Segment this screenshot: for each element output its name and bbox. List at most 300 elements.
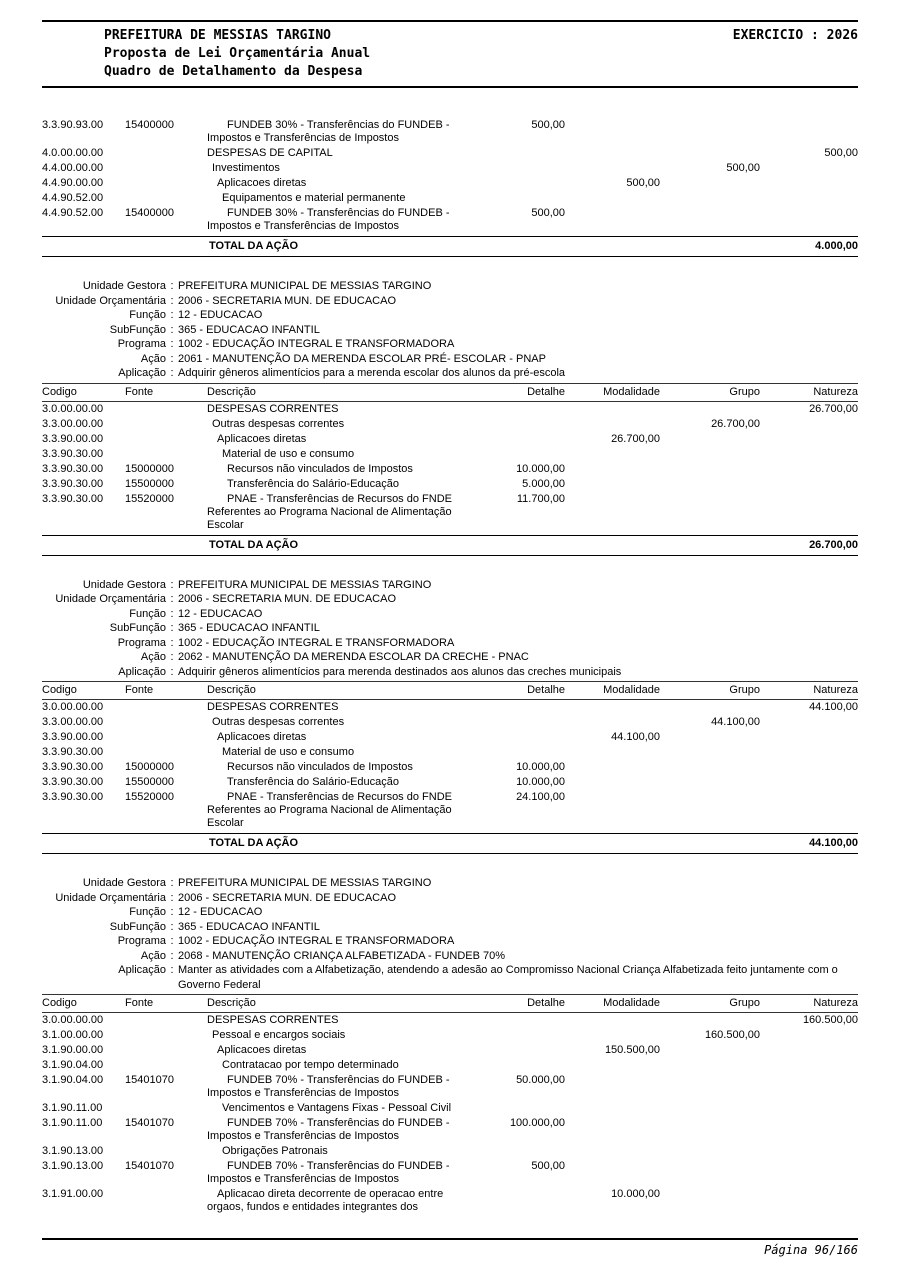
col-header-natureza: Natureza <box>813 385 858 398</box>
cell-modalidade <box>565 716 660 729</box>
info-row <box>42 876 858 891</box>
descricao-line: Impostos e Transferências de Impostos <box>207 1130 399 1142</box>
descricao-line: Escolar <box>207 518 244 531</box>
descricao-line: Pessoal e encargos sociais <box>212 1029 346 1041</box>
table-row <box>42 1144 858 1159</box>
descricao-line: Outras despesas correntes <box>212 417 345 430</box>
info-colon: : <box>170 338 174 350</box>
cell-descricao <box>205 716 475 729</box>
cell-descricao <box>205 1160 475 1186</box>
cell-descricao <box>205 478 475 491</box>
info-colon: : <box>170 280 174 292</box>
cell-detalhe <box>475 192 565 205</box>
total-spacer-codigo <box>42 539 125 552</box>
table-row <box>42 432 858 447</box>
total-spacer-detalhe <box>475 240 565 253</box>
exercise-label: EXERCICIO : 2026 <box>732 28 858 43</box>
cell-fonte <box>125 418 205 431</box>
info-colon: : <box>170 636 174 649</box>
cell-natureza <box>760 448 858 461</box>
col-header-fonte: Fonte <box>125 997 154 1009</box>
info-colon: : <box>170 935 174 947</box>
descricao-line: Aplicacao direta decorrente de operacao entre <box>217 1188 444 1200</box>
col-header-codigo: Codigo <box>42 997 77 1009</box>
cell-descricao <box>205 731 475 744</box>
col-header-detalhe: Detalhe <box>527 385 565 398</box>
info-row <box>42 621 858 636</box>
info-value: 12 - EDUCACAO <box>178 309 263 321</box>
cell-modalidade <box>565 162 660 175</box>
cell-fonte: 15000000 <box>125 761 174 773</box>
cell-natureza <box>760 433 858 446</box>
total-spacer-modalidade <box>565 240 660 253</box>
info-colon: : <box>170 323 174 336</box>
info-value: 1002 - EDUCAÇÃO INTEGRAL E TRANSFORMADORA <box>178 935 455 947</box>
cell-grupo <box>660 463 760 476</box>
info-row <box>42 366 858 381</box>
descricao-line: Material de uso e consumo <box>222 447 355 460</box>
cell-detalhe: 500,00 <box>531 119 565 131</box>
total-spacer-grupo <box>660 539 760 552</box>
table-row <box>42 191 858 206</box>
cell-codigo: 3.0.00.00.00 <box>42 1014 104 1026</box>
descricao-line: Impostos e Transferências de Impostos <box>207 1087 399 1099</box>
descricao-line: Impostos e Transferências de Impostos <box>207 1173 399 1185</box>
info-label: Ação <box>140 949 166 962</box>
cell-grupo <box>660 433 760 446</box>
descricao-line: FUNDEB 70% - Transferências do FUNDEB - <box>227 1160 450 1172</box>
cell-detalhe <box>475 1145 565 1158</box>
cell-modalidade <box>565 448 660 461</box>
table-row <box>42 206 858 234</box>
descricao-line: Investimentos <box>212 162 280 174</box>
cell-modalidade: 150.500,00 <box>604 1044 660 1056</box>
info-label: Aplicação <box>118 367 166 379</box>
cell-descricao <box>205 1117 475 1143</box>
table-row <box>42 1101 858 1116</box>
descricao-line: Impostos e Transferências de Impostos <box>207 132 399 144</box>
info-value: 365 - EDUCACAO INFANTIL <box>178 323 320 336</box>
info-value: Adquirir gêneros alimentícios para merenda destinados aos alunos das creches municipais <box>178 665 622 678</box>
cell-descricao <box>205 448 475 461</box>
cell-detalhe <box>475 418 565 431</box>
cell-codigo: 3.3.90.30.00 <box>42 477 104 490</box>
total-spacer-grupo <box>660 837 760 850</box>
cell-fonte <box>125 1029 205 1042</box>
info-value: Manter as atividades com a Alfabetização, atendendo a adesão ao Compromisso Nacional Criança Alfabetizada feito juntamente com o Governo Federal <box>178 964 838 991</box>
cell-codigo: 3.3.90.30.00 <box>42 776 104 788</box>
table-row <box>42 447 858 462</box>
doc-subtitle-quadro: Quadro de Detalhamento da Despesa <box>104 64 363 79</box>
cell-natureza <box>760 1029 858 1042</box>
cell-grupo <box>660 1102 760 1115</box>
info-row <box>42 920 858 935</box>
table-row <box>42 176 858 191</box>
expense-section <box>42 279 858 556</box>
info-label: Função <box>129 607 166 620</box>
cell-grupo: 44.100,00 <box>711 716 760 728</box>
section-info <box>42 578 858 680</box>
cell-grupo <box>660 1044 760 1057</box>
table-row <box>42 1058 858 1073</box>
cell-detalhe <box>475 1102 565 1115</box>
descricao-line: Transferência do Salário-Educação <box>227 477 400 490</box>
info-colon: : <box>170 891 174 904</box>
cell-detalhe: 500,00 <box>531 1160 565 1172</box>
info-colon: : <box>170 593 174 605</box>
table-row <box>42 700 858 715</box>
cell-modalidade <box>565 1074 660 1100</box>
info-label: Unidade Orçamentária <box>55 294 166 307</box>
table-row <box>42 790 858 831</box>
cell-codigo: 3.3.90.30.00 <box>42 447 104 460</box>
cell-grupo <box>660 1014 760 1027</box>
info-row <box>42 279 858 294</box>
col-header-fonte: Fonte <box>125 684 154 696</box>
cell-codigo: 3.1.91.00.00 <box>42 1188 104 1200</box>
cell-detalhe <box>475 177 565 190</box>
cell-codigo: 3.3.90.30.00 <box>42 791 104 803</box>
cell-detalhe <box>475 746 565 759</box>
cell-descricao <box>205 493 475 532</box>
cell-descricao <box>205 119 475 145</box>
info-value: 365 - EDUCACAO INFANTIL <box>178 622 320 634</box>
col-header-descricao: Descrição <box>207 385 256 398</box>
cell-descricao <box>205 177 475 190</box>
table-row <box>42 775 858 790</box>
info-row <box>42 294 858 309</box>
descricao-line: Aplicacoes diretas <box>217 1044 307 1056</box>
cell-descricao <box>205 463 475 476</box>
cell-modalidade <box>565 403 660 416</box>
cell-grupo <box>660 1059 760 1072</box>
cell-modalidade <box>565 1029 660 1042</box>
cell-natureza <box>760 1074 858 1100</box>
cell-natureza <box>760 478 858 491</box>
cell-detalhe: 50.000,00 <box>516 1074 565 1086</box>
cell-modalidade <box>565 746 660 759</box>
info-colon: : <box>170 920 174 933</box>
cell-natureza <box>760 791 858 830</box>
descricao-line: Referentes ao Programa Nacional de Alimentação <box>207 505 452 518</box>
info-label: Aplicação <box>118 964 166 976</box>
cell-codigo: 4.4.90.52.00 <box>42 207 104 219</box>
cell-modalidade <box>565 1059 660 1072</box>
cell-detalhe <box>475 1044 565 1057</box>
cell-grupo <box>660 701 760 714</box>
cell-natureza <box>760 418 858 431</box>
cell-codigo: 4.4.90.00.00 <box>42 177 104 189</box>
cell-detalhe: 5.000,00 <box>522 477 565 490</box>
cell-natureza: 44.100,00 <box>809 701 858 713</box>
cell-modalidade <box>565 761 660 774</box>
expense-section <box>42 578 858 855</box>
cell-descricao <box>205 1145 475 1158</box>
info-label: Programa <box>117 935 166 947</box>
cell-fonte: 15400000 <box>125 119 174 131</box>
cell-modalidade <box>565 1117 660 1143</box>
table-row <box>42 730 858 745</box>
cell-descricao <box>205 1188 475 1214</box>
cell-descricao <box>205 776 475 789</box>
info-value: 2006 - SECRETARIA MUN. DE EDUCACAO <box>178 891 397 904</box>
total-spacer-detalhe <box>475 837 565 850</box>
info-row <box>42 607 858 622</box>
total-spacer-detalhe <box>475 539 565 552</box>
descricao-line: Aplicacoes diretas <box>217 731 307 743</box>
cell-fonte: 15401070 <box>125 1160 174 1172</box>
total-spacer-modalidade <box>565 837 660 850</box>
cell-natureza: 160.500,00 <box>802 1014 858 1026</box>
cell-grupo <box>660 207 760 233</box>
cell-natureza <box>760 493 858 532</box>
info-value: Adquirir gêneros alimentícios para a merenda escolar dos alunos da pré-escola <box>178 367 566 379</box>
table-row <box>42 161 858 176</box>
cell-grupo <box>660 776 760 789</box>
cell-grupo <box>660 403 760 416</box>
col-header-fonte: Fonte <box>125 385 154 398</box>
info-label: Unidade Orçamentária <box>55 891 166 904</box>
col-header-codigo: Codigo <box>42 385 77 398</box>
cell-descricao <box>205 207 475 233</box>
info-label: Programa <box>117 338 166 350</box>
cell-descricao <box>205 1059 475 1072</box>
cell-descricao <box>205 147 475 160</box>
cell-fonte <box>125 1014 205 1027</box>
info-row <box>42 650 858 665</box>
info-value: PREFEITURA MUNICIPAL DE MESSIAS TARGINO <box>178 877 432 889</box>
expense-section <box>42 876 858 1215</box>
cell-modalidade <box>565 791 660 830</box>
table-row <box>42 402 858 417</box>
cell-fonte <box>125 177 205 190</box>
cell-modalidade <box>565 1145 660 1158</box>
cell-modalidade <box>565 493 660 532</box>
table-row <box>42 1043 858 1058</box>
cell-descricao <box>205 162 475 175</box>
descricao-line: FUNDEB 30% - Transferências do FUNDEB - <box>227 207 450 219</box>
cell-detalhe: 24.100,00 <box>516 791 565 803</box>
total-spacer-fonte <box>125 539 205 552</box>
col-header-descricao: Descrição <box>207 997 256 1009</box>
header-rule <box>42 86 858 88</box>
descricao-line: Aplicacoes diretas <box>217 432 307 445</box>
cell-fonte <box>125 1059 205 1072</box>
cell-codigo: 3.1.90.13.00 <box>42 1160 104 1172</box>
cell-modalidade <box>565 207 660 233</box>
cell-modalidade <box>565 478 660 491</box>
section-info <box>42 876 858 992</box>
cell-descricao <box>205 1044 475 1057</box>
cell-descricao <box>205 1029 475 1042</box>
descricao-line: Equipamentos e material permanente <box>222 192 406 204</box>
info-value: 2061 - MANUTENÇÃO DA MERENDA ESCOLAR PRÉ- ESCOLAR - PNAP <box>178 352 546 365</box>
info-label: Ação <box>140 352 166 365</box>
cell-detalhe: 10.000,00 <box>516 462 565 475</box>
total-spacer-modalidade <box>565 539 660 552</box>
cell-grupo <box>660 493 760 532</box>
cell-descricao <box>205 791 475 830</box>
total-spacer-codigo <box>42 837 125 850</box>
col-header-detalhe: Detalhe <box>527 684 565 696</box>
cell-grupo <box>660 1188 760 1214</box>
col-header-natureza: Natureza <box>813 997 858 1009</box>
info-row <box>42 592 858 607</box>
info-row <box>42 891 858 906</box>
col-header-grupo: Grupo <box>729 684 760 696</box>
info-value: 2006 - SECRETARIA MUN. DE EDUCACAO <box>178 593 397 605</box>
cell-descricao <box>205 761 475 774</box>
cell-natureza <box>760 1102 858 1115</box>
info-label: Unidade Gestora <box>82 877 166 889</box>
descricao-line: Escolar <box>207 817 244 829</box>
cell-natureza <box>760 177 858 190</box>
cell-codigo: 3.1.00.00.00 <box>42 1029 104 1041</box>
total-spacer-fonte <box>125 240 205 253</box>
info-value: 12 - EDUCACAO <box>178 906 263 918</box>
descricao-line: Recursos não vinculados de Impostos <box>227 761 413 773</box>
table-row <box>42 492 858 533</box>
table-row <box>42 1187 858 1215</box>
info-colon: : <box>170 309 174 321</box>
cell-detalhe <box>475 433 565 446</box>
cell-detalhe <box>475 403 565 416</box>
cell-grupo <box>660 177 760 190</box>
doc-subtitle-proposta: Proposta de Lei Orçamentária Anual <box>104 46 371 61</box>
cell-modalidade: 10.000,00 <box>611 1188 660 1200</box>
cell-codigo: 3.3.90.30.00 <box>42 761 104 773</box>
cell-natureza <box>760 207 858 233</box>
info-label: Função <box>129 906 166 918</box>
section-info <box>42 279 858 381</box>
descricao-line: FUNDEB 30% - Transferências do FUNDEB - <box>227 119 450 131</box>
cell-fonte <box>125 192 205 205</box>
total-spacer-fonte <box>125 837 205 850</box>
cell-codigo: 3.0.00.00.00 <box>42 701 104 713</box>
total-value: 26.700,00 <box>809 538 858 551</box>
cell-grupo <box>660 791 760 830</box>
cell-natureza <box>760 746 858 759</box>
cell-detalhe <box>475 448 565 461</box>
descricao-line: DESPESAS CORRENTES <box>207 701 339 713</box>
cell-natureza <box>760 761 858 774</box>
cell-natureza <box>760 1059 858 1072</box>
info-row <box>42 308 858 323</box>
col-header-descricao: Descrição <box>207 684 256 696</box>
descricao-line: DESPESAS CORRENTES <box>207 1014 339 1026</box>
cell-codigo: 4.0.00.00.00 <box>42 147 104 159</box>
cell-natureza <box>760 192 858 205</box>
descricao-line: PNAE - Transferências de Recursos do FNDE <box>227 791 452 803</box>
table-row <box>42 1028 858 1043</box>
info-label: SubFunção <box>109 323 166 336</box>
cell-fonte: 15520000 <box>125 791 174 803</box>
cell-codigo: 3.1.90.11.00 <box>42 1117 103 1129</box>
cell-detalhe <box>475 1188 565 1214</box>
col-header-codigo: Codigo <box>42 684 77 696</box>
col-header-modalidade: Modalidade <box>603 385 660 398</box>
info-label: Unidade Orçamentária <box>55 593 166 605</box>
cell-fonte <box>125 1145 205 1158</box>
cell-modalidade <box>565 1014 660 1027</box>
cell-fonte: 15401070 <box>125 1074 174 1086</box>
org-title: PREFEITURA DE MESSIAS TARGINO <box>104 28 331 43</box>
descricao-line: Impostos e Transferências de Impostos <box>207 220 399 232</box>
table-header-row <box>42 994 858 1013</box>
cell-detalhe: 100.000,00 <box>509 1117 565 1129</box>
table-header-row <box>42 383 858 402</box>
table-row <box>42 1116 858 1144</box>
col-header-grupo: Grupo <box>729 385 760 398</box>
cell-grupo <box>660 448 760 461</box>
col-header-detalhe: Detalhe <box>527 997 565 1009</box>
cell-natureza <box>760 162 858 175</box>
cell-modalidade <box>565 776 660 789</box>
cell-codigo: 3.0.00.00.00 <box>42 402 104 415</box>
table-row <box>42 417 858 432</box>
descricao-line: Vencimentos e Vantagens Fixas - Pessoal Civil <box>222 1102 452 1114</box>
info-row <box>42 963 858 992</box>
info-colon: : <box>170 622 174 634</box>
cell-descricao <box>205 746 475 759</box>
descricao-line: DESPESAS DE CAPITAL <box>207 147 333 159</box>
table-header-row <box>42 681 858 700</box>
cell-natureza: 500,00 <box>824 147 858 159</box>
expense-section <box>42 118 858 257</box>
cell-fonte <box>125 403 205 416</box>
cell-codigo: 3.3.90.00.00 <box>42 432 104 445</box>
cell-grupo <box>660 147 760 160</box>
info-label: Função <box>129 309 166 321</box>
info-colon: : <box>170 877 174 889</box>
document-header <box>42 22 858 86</box>
page-number: Página 96/166 <box>764 1243 858 1257</box>
cell-fonte: 15520000 <box>125 492 174 505</box>
cell-grupo <box>660 1074 760 1100</box>
header-title-row <box>104 27 858 45</box>
descricao-line: Transferência do Salário-Educação <box>227 776 400 788</box>
cell-natureza <box>760 119 858 145</box>
total-label: TOTAL DA AÇÃO <box>209 837 299 849</box>
cell-descricao <box>205 701 475 714</box>
total-row <box>42 833 858 854</box>
cell-descricao <box>205 418 475 431</box>
cell-modalidade <box>565 1102 660 1115</box>
cell-descricao <box>205 433 475 446</box>
info-label: Ação <box>140 651 166 663</box>
cell-modalidade <box>565 418 660 431</box>
col-header-natureza: Natureza <box>813 684 858 696</box>
cell-detalhe: 10.000,00 <box>516 761 565 773</box>
cell-grupo <box>660 746 760 759</box>
page-footer <box>42 1238 858 1257</box>
cell-grupo <box>660 761 760 774</box>
info-colon: : <box>170 294 174 307</box>
cell-detalhe: 11.700,00 <box>516 492 565 505</box>
cell-fonte: 15400000 <box>125 207 174 219</box>
cell-fonte: 15500000 <box>125 477 174 490</box>
cell-natureza: 26.700,00 <box>809 402 858 415</box>
info-value: 2062 - MANUTENÇÃO DA MERENDA ESCOLAR DA CRECHE - PNAC <box>178 651 529 663</box>
cell-fonte: 15500000 <box>125 776 174 788</box>
info-row <box>42 665 858 680</box>
info-colon: : <box>170 964 174 976</box>
descricao-line: Aplicacoes diretas <box>217 177 307 189</box>
table-row <box>42 745 858 760</box>
col-header-modalidade: Modalidade <box>603 684 660 696</box>
cell-fonte <box>125 731 205 744</box>
cell-fonte: 15000000 <box>125 462 174 475</box>
